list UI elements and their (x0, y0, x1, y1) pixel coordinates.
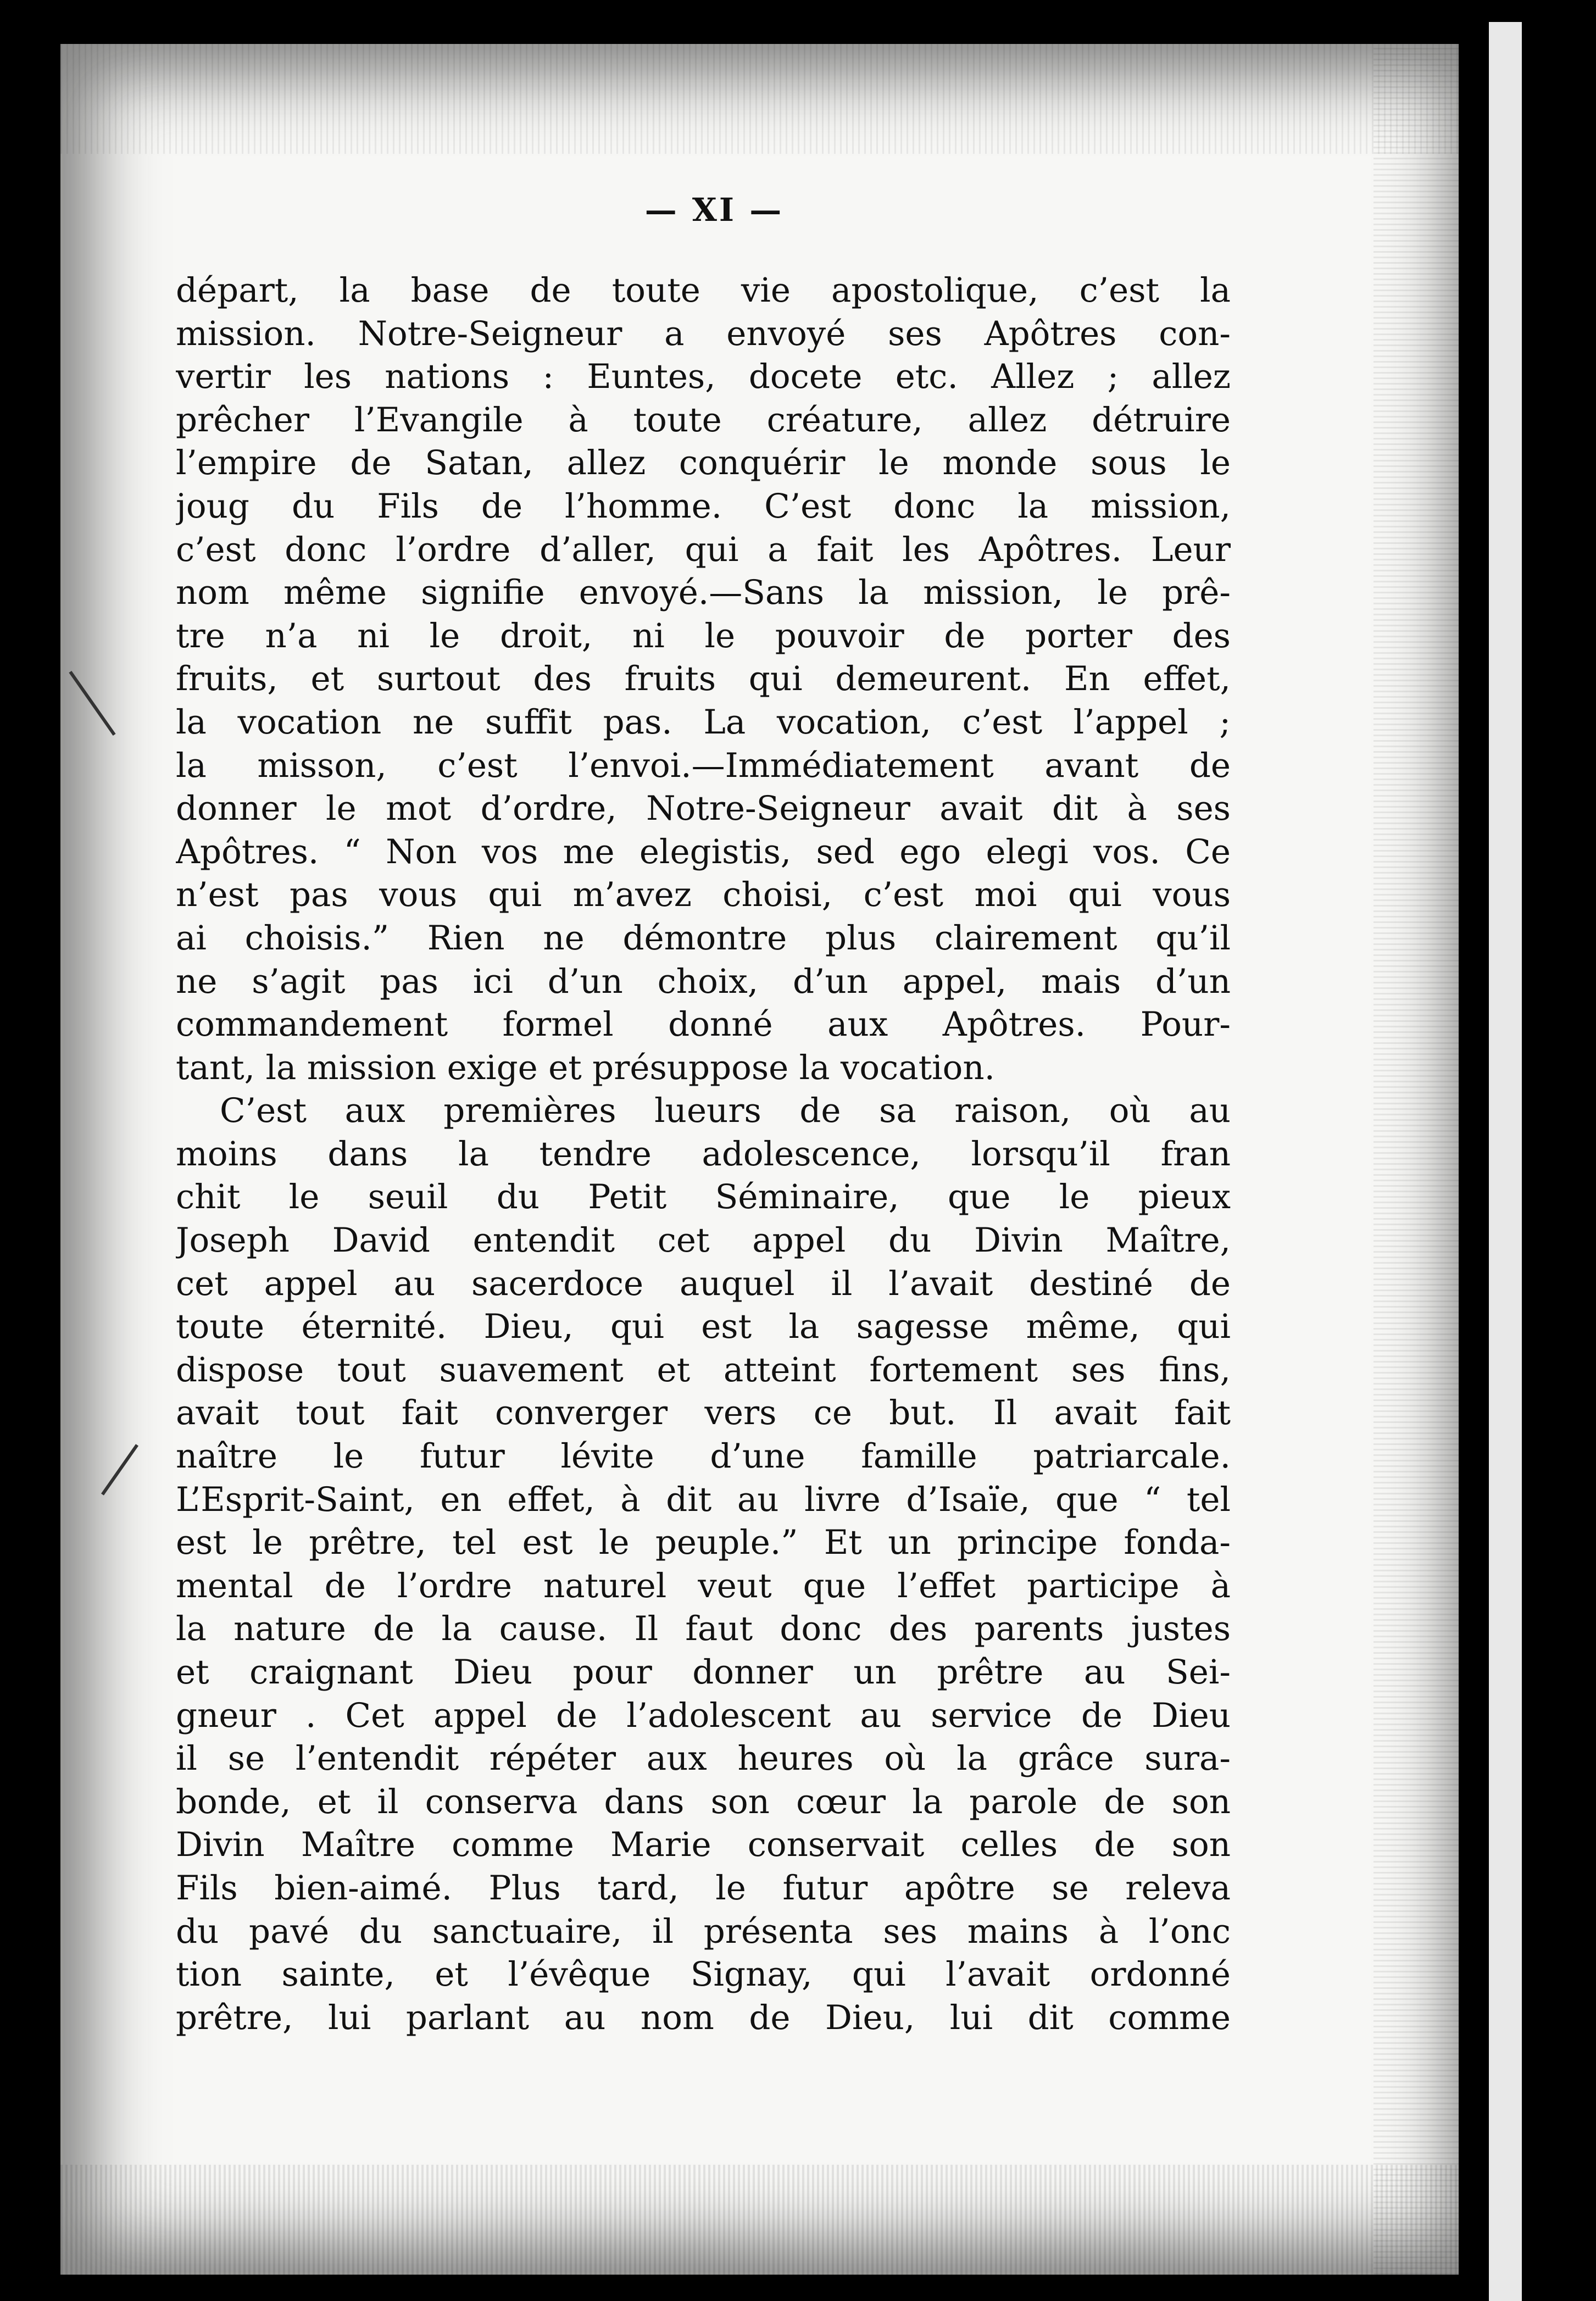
binding-edge-outer (1522, 0, 1596, 2301)
binding-edge-dark (1459, 22, 1489, 2301)
text-line: ne s’agit pas ici d’un choix, d’un appel, mais d’un (176, 961, 1231, 1001)
text-line: gneur . Cet appel de l’adolescent au service de Dieu (176, 1696, 1231, 1735)
text-line: C’est aux premières lueurs de sa raison, où au (220, 1091, 1231, 1131)
text-line: donner le mot d’ordre, Notre-Seigneur avait dit à ses (176, 789, 1231, 829)
text-line: fruits, et surtout des fruits qui demeurent. En effet, (176, 659, 1231, 699)
text-line: tant, la mission exige et présuppose la vocation. (176, 1048, 996, 1087)
text-line: et craignant Dieu pour donner un prêtre au Sei- (176, 1653, 1231, 1692)
text-line: la vocation ne suffit pas. La vocation, c’est l’appel ; (176, 702, 1231, 742)
text-line: chit le seuil du Petit Séminaire, que le pieux (176, 1177, 1231, 1217)
text-line: nom même signifie envoyé.—Sans la mission, le prê- (176, 573, 1231, 613)
text-line: n’est pas vous qui m’avez choisi, c’est moi qui vous (176, 875, 1231, 915)
text-line: dispose tout suavement et atteint fortement ses fins, (176, 1350, 1231, 1390)
scan-noise-top (60, 44, 1483, 154)
text-line: du pavé du sanctuaire, il présenta ses mains à l’onc (176, 1911, 1231, 1951)
text-line: Apôtres. “ Non vos me elegistis, sed ego elegi vos. Ce (176, 832, 1231, 871)
text-line: avait tout fait converger vers ce but. Il avait fait (176, 1393, 1231, 1433)
body-text (176, 269, 1231, 2039)
text-line: l’empire de Satan, allez conquérir le monde sous le (176, 443, 1231, 483)
text-line: prêcher l’Evangile à toute créature, allez détruire (176, 400, 1231, 440)
text-line: toute éternité. Dieu, qui est la sagesse même, qui (176, 1307, 1231, 1347)
text-line: ai choisis.” Rien ne démontre plus clairement qu’il (176, 918, 1231, 958)
text-line: départ, la base de toute vie apostolique, c’est la (176, 271, 1231, 310)
text-line: L’Esprit-Saint, en effet, à dit au livre d’Isaïe, que “ tel (176, 1480, 1231, 1519)
text-line: la nature de la cause. Il faut donc des parents justes (176, 1609, 1231, 1649)
text-line: la misson, c’est l’envoi.—Immédiatement avant de (176, 746, 1231, 785)
text-line: commandement formel donné aux Apôtres. Pour- (176, 1005, 1231, 1044)
text-line: est le prêtre, tel est le peuple.” Et un principe fonda- (176, 1523, 1231, 1563)
text-line: mental de l’ordre naturel veut que l’effet participe à (176, 1566, 1231, 1605)
text-line: moins dans la tendre adolescence, lorsqu’il fran (176, 1134, 1231, 1174)
text-line: prêtre, lui parlant au nom de Dieu, lui dit comme (176, 1998, 1231, 2037)
text-line: joug du Fils de l’homme. C’est donc la mission, (176, 486, 1231, 526)
text-line: Divin Maître comme Marie conservait celles de son (176, 1825, 1231, 1865)
text-line: vertir les nations : Euntes, docete etc. Allez ; allez (176, 357, 1231, 397)
text-line: il se l’entendit répéter aux heures où la grâce sura- (176, 1739, 1231, 1778)
page-number: — XI — (644, 191, 784, 229)
text-line: cet appel au sacerdoce auquel il l’avait destiné de (176, 1264, 1231, 1303)
text-line: naître le futur lévite d’une famille patriarcale. (176, 1437, 1231, 1476)
scan-noise-bottom (60, 2165, 1483, 2275)
text-line: tre n’a ni le droit, ni le pouvoir de porter des (176, 616, 1231, 655)
text-line: Fils bien-aimé. Plus tard, le futur apôtre se releva (176, 1868, 1231, 1908)
text-line: c’est donc l’ordre d’aller, qui a fait les Apôtres. Leur (176, 530, 1231, 569)
binding-edge-light (1489, 22, 1522, 2301)
text-line: bonde, et il conserva dans son cœur la parole de son (176, 1782, 1231, 1821)
text-line: Joseph David entendit cet appel du Divin Maître, (176, 1221, 1231, 1260)
text-line: tion sainte, et l’évêque Signay, qui l’avait ordonné (176, 1955, 1231, 1994)
text-line: mission. Notre-Seigneur a envoyé ses Apôtres con- (176, 314, 1231, 353)
